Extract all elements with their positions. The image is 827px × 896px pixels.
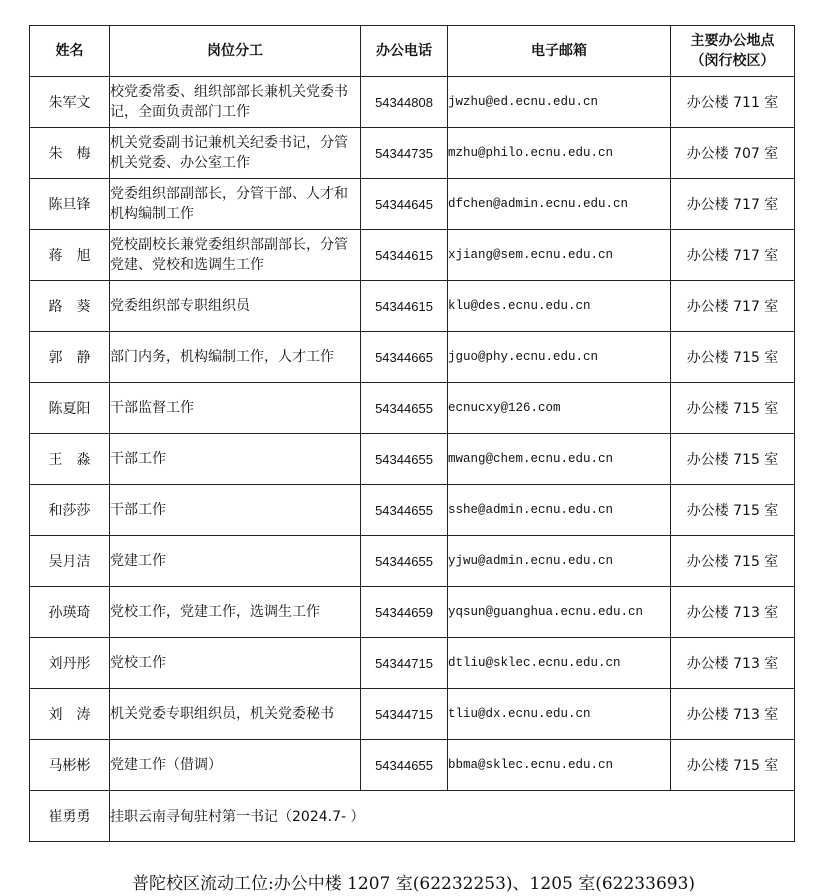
table-row (30, 77, 795, 128)
staff-office: 办公楼 717 室 (671, 179, 795, 230)
staff-email: tliu@dx.ecnu.edu.cn (448, 689, 671, 740)
table-row (30, 638, 795, 689)
staff-phone: 54344655 (361, 434, 448, 485)
table-row (30, 179, 795, 230)
staff-role: 干部工作 (110, 434, 361, 485)
staff-role: 党校工作，党建工作，选调生工作 (110, 587, 361, 638)
staff-email: mwang@chem.ecnu.edu.cn (448, 434, 671, 485)
staff-office: 办公楼 717 室 (671, 230, 795, 281)
staff-name: 朱 梅 (30, 128, 110, 179)
staff-role: 党委组织部副部长，分管干部、人才和机构编制工作 (110, 179, 361, 230)
staff-name: 马彬彬 (30, 740, 110, 791)
staff-phone: 54344808 (361, 77, 448, 128)
staff-role: 干部监督工作 (110, 383, 361, 434)
staff-phone: 54344655 (361, 383, 448, 434)
staff-email: ecnucxy@126.com (448, 383, 671, 434)
table-body (30, 77, 795, 842)
header-office-line1: 主要办公地点 (690, 33, 775, 49)
table-row (30, 128, 795, 179)
staff-office: 办公楼 713 室 (671, 638, 795, 689)
table-row (30, 740, 795, 791)
staff-office: 办公楼 713 室 (671, 689, 795, 740)
staff-name: 朱军文 (30, 77, 110, 128)
staff-directory-table (29, 25, 795, 842)
staff-phone: 54344659 (361, 587, 448, 638)
staff-name: 郭 静 (30, 332, 110, 383)
staff-office: 办公楼 715 室 (671, 740, 795, 791)
staff-phone: 54344715 (361, 689, 448, 740)
header-phone: 办公电话 (361, 26, 448, 77)
staff-role: 党委组织部专职组织员 (110, 281, 361, 332)
staff-office: 办公楼 717 室 (671, 281, 795, 332)
staff-name: 陈夏阳 (30, 383, 110, 434)
staff-email: dfchen@admin.ecnu.edu.cn (448, 179, 671, 230)
staff-email: xjiang@sem.ecnu.edu.cn (448, 230, 671, 281)
table-row-secondment (30, 791, 795, 842)
staff-phone: 54344655 (361, 740, 448, 791)
staff-phone: 54344655 (361, 485, 448, 536)
header-email: 电子邮箱 (448, 26, 671, 77)
header-row (30, 26, 795, 77)
staff-name: 王 淼 (30, 434, 110, 485)
table-row (30, 332, 795, 383)
staff-role: 机关党委副书记兼机关纪委书记，分管机关党委、办公室工作 (110, 128, 361, 179)
staff-role: 党建工作（借调） (110, 740, 361, 791)
staff-role: 部门内务，机构编制工作，人才工作 (110, 332, 361, 383)
table-header (30, 26, 795, 77)
staff-office: 办公楼 711 室 (671, 77, 795, 128)
staff-role: 党建工作 (110, 536, 361, 587)
staff-phone: 54344615 (361, 281, 448, 332)
staff-name: 刘丹彤 (30, 638, 110, 689)
staff-name: 刘 涛 (30, 689, 110, 740)
staff-name: 路 葵 (30, 281, 110, 332)
staff-office: 办公楼 707 室 (671, 128, 795, 179)
header-name: 姓名 (30, 26, 110, 77)
staff-office: 办公楼 715 室 (671, 536, 795, 587)
staff-name: 和莎莎 (30, 485, 110, 536)
staff-office: 办公楼 715 室 (671, 485, 795, 536)
secondment-note: 挂职云南寻甸驻村第一书记（2024.7- ） (110, 791, 795, 842)
staff-phone: 54344735 (361, 128, 448, 179)
staff-role: 校党委常委、组织部部长兼机关党委书记，全面负责部门工作 (110, 77, 361, 128)
staff-role: 党校工作 (110, 638, 361, 689)
staff-email: klu@des.ecnu.edu.cn (448, 281, 671, 332)
header-office (671, 26, 795, 77)
table-row (30, 536, 795, 587)
staff-phone: 54344615 (361, 230, 448, 281)
table-row (30, 485, 795, 536)
putuo-campus-workstation-note: 普陀校区流动工位:办公中楼 1207 室(62232253)、1205 室(62233693) (131, 874, 696, 894)
header-role: 岗位分工 (110, 26, 361, 77)
staff-phone: 54344645 (361, 179, 448, 230)
staff-email: jwzhu@ed.ecnu.edu.cn (448, 77, 671, 128)
staff-name: 蒋 旭 (30, 230, 110, 281)
header-office-line2: （闵行校区） (690, 53, 775, 69)
staff-office: 办公楼 715 室 (671, 332, 795, 383)
staff-phone: 54344665 (361, 332, 448, 383)
table-row (30, 230, 795, 281)
staff-role: 干部工作 (110, 485, 361, 536)
table-row (30, 383, 795, 434)
staff-email: bbma@sklec.ecnu.edu.cn (448, 740, 671, 791)
staff-email: yjwu@admin.ecnu.edu.cn (448, 536, 671, 587)
staff-phone: 54344655 (361, 536, 448, 587)
staff-office: 办公楼 715 室 (671, 383, 795, 434)
staff-office: 办公楼 715 室 (671, 434, 795, 485)
staff-email: jguo@phy.ecnu.edu.cn (448, 332, 671, 383)
table-row (30, 587, 795, 638)
table-row (30, 434, 795, 485)
staff-email: sshe@admin.ecnu.edu.cn (448, 485, 671, 536)
staff-email: yqsun@guanghua.ecnu.edu.cn (448, 587, 671, 638)
staff-office: 办公楼 713 室 (671, 587, 795, 638)
staff-name: 崔勇勇 (30, 791, 110, 842)
staff-phone: 54344715 (361, 638, 448, 689)
staff-email: dtliu@sklec.ecnu.edu.cn (448, 638, 671, 689)
table-row (30, 281, 795, 332)
staff-email: mzhu@philo.ecnu.edu.cn (448, 128, 671, 179)
table-row (30, 689, 795, 740)
staff-role: 机关党委专职组织员，机关党委秘书 (110, 689, 361, 740)
staff-role: 党校副校长兼党委组织部副部长，分管党建、党校和选调生工作 (110, 230, 361, 281)
staff-name: 陈旦锋 (30, 179, 110, 230)
staff-name: 孙瑛琦 (30, 587, 110, 638)
staff-name: 吴月洁 (30, 536, 110, 587)
